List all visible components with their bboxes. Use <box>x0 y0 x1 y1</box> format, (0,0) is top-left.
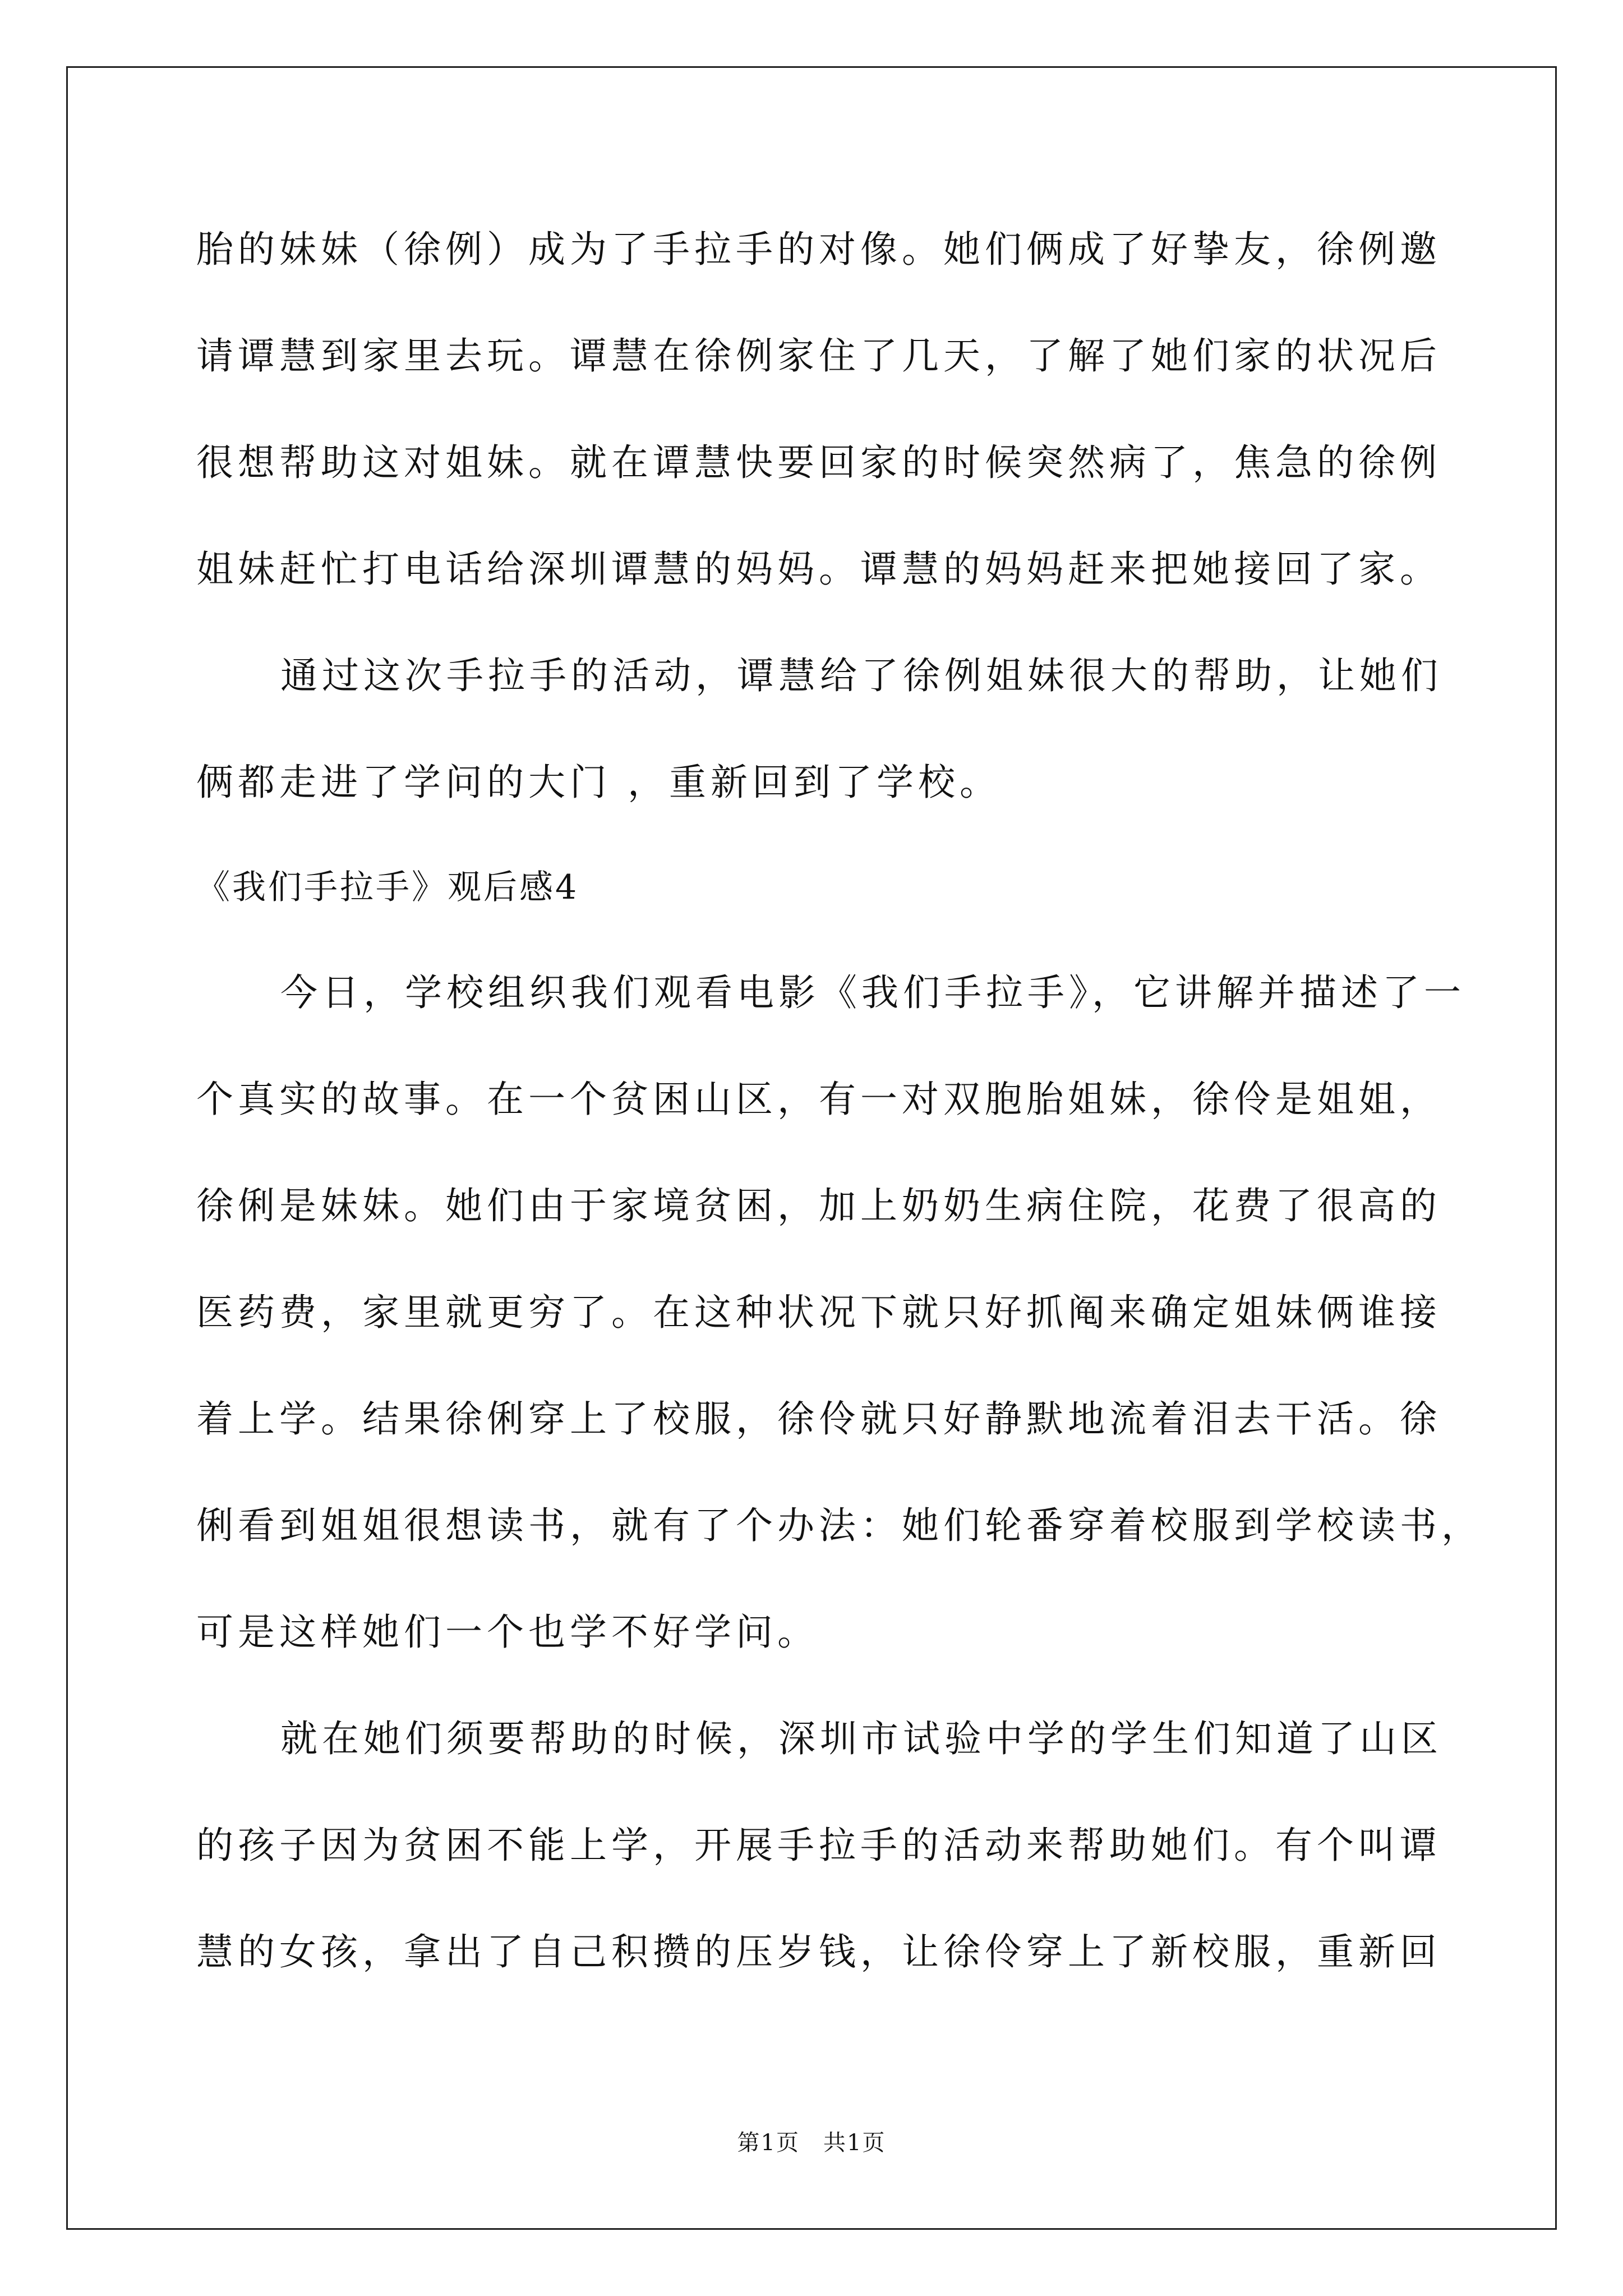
section-heading: 《我们手拉手》观后感4 <box>196 868 579 907</box>
text-line: 俩都走进了学问的大门 ，重新回到了学校。 <box>196 761 1001 804</box>
text-line: 医药费，家里就更穷了。在这种状况下就只好抓阄来确定姐妹俩谁接 <box>196 1291 1441 1334</box>
text-line: 就在她们须要帮助的时候，深圳市试验中学的学生们知道了山区 <box>280 1717 1442 1760</box>
text-line: 姐妹赶忙打电话给深圳谭慧的妈妈。谭慧的妈妈赶来把她接回了家。 <box>196 547 1441 591</box>
text-line: 慧的女孩，拿出了自己积攒的压岁钱，让徐伶穿上了新校服，重新回 <box>196 1930 1441 1973</box>
text-line: 徐俐是妹妹。她们由于家境贫困，加上奶奶生病住院，花费了很高的 <box>196 1184 1441 1227</box>
page-border <box>66 66 1557 2230</box>
text-line: 着上学。结果徐俐穿上了校服，徐伶就只好静默地流着泪去干活。徐 <box>196 1397 1441 1441</box>
text-line: 通过这次手拉手的活动，谭慧给了徐例姐妹很大的帮助，让她们 <box>280 654 1442 697</box>
text-line: 很想帮助这对姐妹。就在谭慧快要回家的时候突然病了，焦急的徐例 <box>196 441 1441 484</box>
page-footer: 第1页 共1页 <box>737 2130 886 2156</box>
text-line: 可是这样她们一个也学不好学问。 <box>196 1611 819 1654</box>
text-line: 请谭慧到家里去玩。谭慧在徐例家住了几天，了解了她们家的状况后 <box>196 334 1441 378</box>
text-line: 的孩子因为贫困不能上学，开展手拉手的活动来帮助她们。有个叫谭 <box>196 1824 1441 1867</box>
text-line: 胎的妹妹（徐例）成为了手拉手的对像。她们俩成了好挚友，徐例邀 <box>196 228 1441 271</box>
text-line: 俐看到姐姐很想读书，就有了个办法：她们轮番穿着校服到学校读书， <box>196 1504 1483 1547</box>
text-line: 个真实的故事。在一个贫困山区，有一对双胞胎姐妹，徐伶是姐姐， <box>196 1078 1441 1121</box>
text-line: 今日，学校组织我们观看电影《我们手拉手》，它讲解并描述了一 <box>280 971 1465 1014</box>
